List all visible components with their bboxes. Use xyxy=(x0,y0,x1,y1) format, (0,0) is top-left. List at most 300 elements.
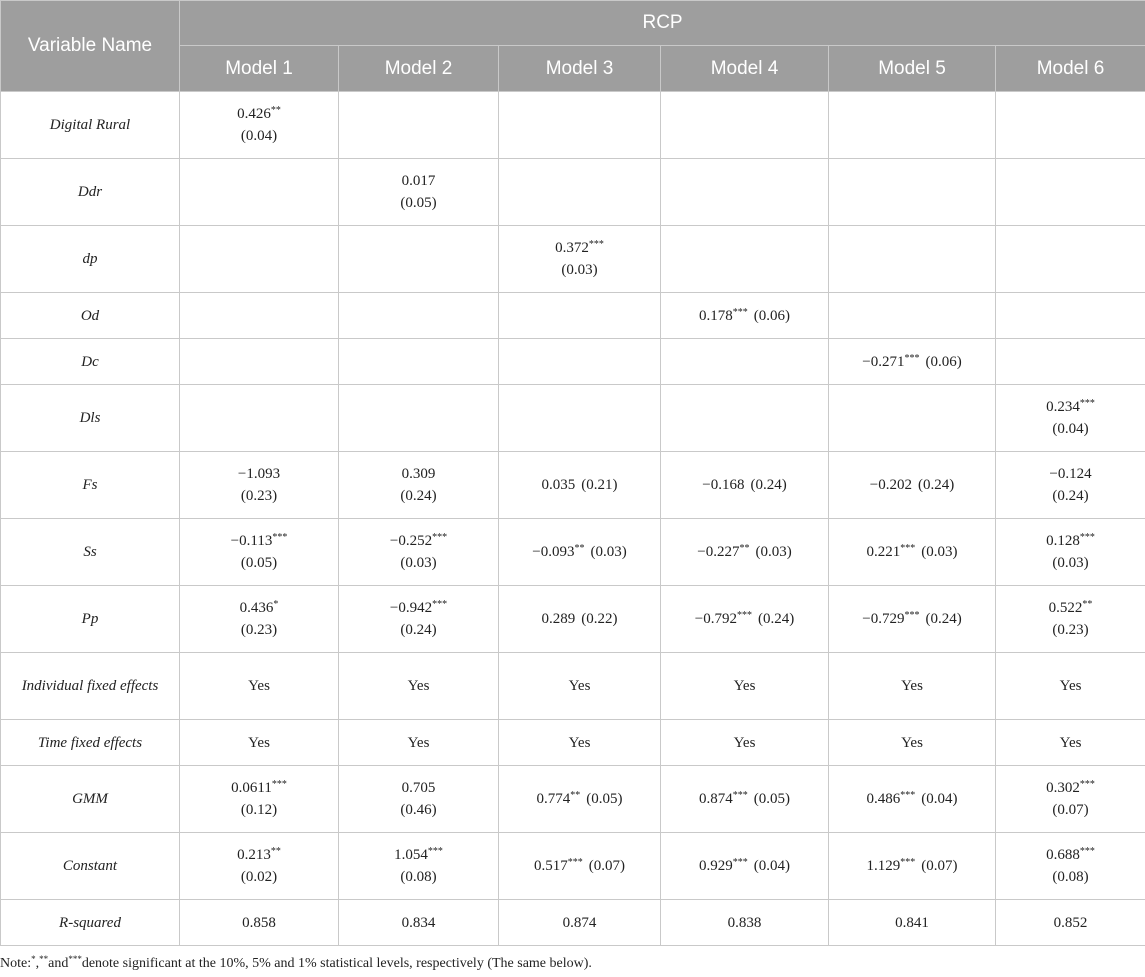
significance-stars: ** xyxy=(270,846,281,857)
standard-error: (0.24) xyxy=(750,477,787,493)
significance-stars: *** xyxy=(427,846,443,857)
table-row xyxy=(1,833,1145,900)
table-cell xyxy=(180,385,339,452)
model-header-4: Model 4 xyxy=(661,46,829,92)
row-label: Individual fixed effects xyxy=(1,653,180,720)
table-cell xyxy=(499,586,661,653)
significance-stars: *** xyxy=(1079,398,1095,409)
coefficient-value xyxy=(343,777,494,799)
standard-error: (0.21) xyxy=(581,477,618,493)
coefficient-number: 0.486 xyxy=(866,791,901,807)
coefficient-number: 0.852 xyxy=(1053,914,1088,931)
standard-error: (0.46) xyxy=(400,802,437,818)
table-row xyxy=(1,226,1145,293)
coefficient-number: 0.838 xyxy=(727,914,762,931)
row-label: Digital Rural xyxy=(1,92,180,159)
table-cell xyxy=(661,586,829,653)
standard-error: (0.12) xyxy=(240,802,278,818)
coefficient-value xyxy=(699,791,748,807)
table-cell xyxy=(339,720,499,766)
model-header-2: Model 2 xyxy=(339,46,499,92)
table-note xyxy=(0,956,592,972)
coefficient-value xyxy=(184,530,334,552)
table-cell xyxy=(180,92,339,159)
significance-stars: *** xyxy=(1079,846,1095,857)
table-cell xyxy=(829,833,996,900)
coefficient-number: Yes xyxy=(733,734,756,751)
table-row xyxy=(1,159,1145,226)
coefficient-value xyxy=(343,530,494,552)
table-cell xyxy=(499,385,661,452)
significance-stars: *** xyxy=(432,599,448,610)
table-cell xyxy=(499,900,661,946)
coefficient-number: Yes xyxy=(733,678,756,694)
standard-error: (0.04) xyxy=(753,858,790,874)
coefficient-value xyxy=(702,477,744,493)
table-cell xyxy=(180,519,339,586)
coefficient-number: Yes xyxy=(248,734,270,751)
coefficient-value xyxy=(895,915,929,931)
table-cell xyxy=(996,226,1145,293)
coefficient-number: 0.426 xyxy=(237,106,271,122)
table-cell xyxy=(499,226,661,293)
standard-error: (0.22) xyxy=(581,611,618,627)
table-cell xyxy=(996,833,1145,900)
significance-stars: *** xyxy=(1079,532,1095,543)
row-label: Dc xyxy=(1,339,180,385)
coefficient-number: Yes xyxy=(901,734,923,751)
coefficient-number: 1.054 xyxy=(394,847,428,863)
significance-stars: *** xyxy=(900,857,916,868)
coefficient-number: 0.289 xyxy=(541,611,576,627)
table-cell xyxy=(180,766,339,833)
coefficient-value xyxy=(1060,735,1082,751)
table-cell xyxy=(499,720,661,766)
note-sep-1: , xyxy=(35,956,40,971)
coefficient-number: −0.168 xyxy=(702,477,745,493)
table-row xyxy=(1,900,1145,946)
coefficient-number: −0.942 xyxy=(389,600,433,616)
table-row xyxy=(1,452,1145,519)
coefficient-value xyxy=(1000,463,1141,485)
table-cell xyxy=(661,339,829,385)
coefficient-number: 0.309 xyxy=(401,466,436,482)
coefficient-number: 0.841 xyxy=(895,914,929,931)
table-cell xyxy=(661,159,829,226)
standard-error: (0.05) xyxy=(240,555,278,571)
standard-error: (0.24) xyxy=(400,488,437,504)
table-cell xyxy=(829,385,996,452)
standard-error: (0.04) xyxy=(1052,421,1089,437)
table-row xyxy=(1,653,1145,720)
row-label: Ddr xyxy=(1,159,180,226)
coefficient-value xyxy=(867,791,916,807)
coefficient-value xyxy=(242,915,276,931)
table-cell xyxy=(829,452,996,519)
standard-error: (0.04) xyxy=(240,128,278,144)
table-cell xyxy=(180,586,339,653)
table-cell xyxy=(180,452,339,519)
table-cell xyxy=(180,339,339,385)
table-cell xyxy=(829,720,996,766)
significance-stars: *** xyxy=(271,779,287,790)
standard-error: (0.24) xyxy=(1052,488,1089,504)
coefficient-value xyxy=(867,544,916,560)
table-cell xyxy=(661,226,829,293)
coefficient-value xyxy=(1000,530,1141,552)
note-prefix: Note: xyxy=(0,956,32,971)
table-cell xyxy=(339,519,499,586)
table-row xyxy=(1,766,1145,833)
coefficient-value xyxy=(503,237,656,259)
row-label: dp xyxy=(1,226,180,293)
standard-error: (0.07) xyxy=(1052,802,1089,818)
coefficient-value xyxy=(862,354,919,370)
coefficient-value xyxy=(542,477,576,493)
table-cell xyxy=(499,653,661,720)
table-cell xyxy=(996,720,1145,766)
table-cell xyxy=(180,720,339,766)
coefficient-number: −0.124 xyxy=(1049,466,1092,482)
significance-stars: *** xyxy=(567,857,583,868)
coefficient-value xyxy=(248,735,270,751)
coefficient-number: Yes xyxy=(568,734,591,751)
coefficient-number: Yes xyxy=(1059,734,1082,751)
coefficient-value xyxy=(699,858,748,874)
table-cell xyxy=(339,385,499,452)
coefficient-number: 0.035 xyxy=(541,477,576,493)
coefficient-number: 0.436 xyxy=(239,600,274,616)
table-cell xyxy=(829,339,996,385)
table-cell xyxy=(339,452,499,519)
coefficient-value xyxy=(248,678,270,694)
significance-stars: *** xyxy=(588,239,604,250)
row-label: Constant xyxy=(1,833,180,900)
coefficient-value xyxy=(695,611,752,627)
table-cell xyxy=(180,293,339,339)
table-cell xyxy=(829,226,996,293)
table-cell xyxy=(180,833,339,900)
significance-stars: *** xyxy=(732,790,748,801)
coefficient-value xyxy=(1000,844,1141,866)
coefficient-value xyxy=(728,915,762,931)
table-cell xyxy=(180,900,339,946)
coefficient-number: −0.792 xyxy=(694,611,737,627)
coefficient-number: 0.517 xyxy=(534,858,568,874)
table-cell xyxy=(996,586,1145,653)
coefficient-number: 0.372 xyxy=(555,240,589,256)
table-cell xyxy=(180,159,339,226)
table-cell xyxy=(499,452,661,519)
coefficient-value xyxy=(569,678,591,694)
row-label: R-squared xyxy=(1,900,180,946)
coefficient-value xyxy=(537,791,581,807)
standard-error: (0.08) xyxy=(400,869,437,885)
significance-stars: * xyxy=(273,599,279,610)
table-cell xyxy=(180,653,339,720)
table-cell xyxy=(499,293,661,339)
significance-stars: *** xyxy=(1079,779,1095,790)
row-label: Dls xyxy=(1,385,180,452)
table-cell xyxy=(499,519,661,586)
variable-name-header: Variable Name xyxy=(1,1,180,92)
note-mark-3: *** xyxy=(68,954,82,964)
table-header xyxy=(1,1,1145,92)
note-sep-2: and xyxy=(48,956,69,971)
group-header-rcp: RCP xyxy=(180,1,1145,46)
coefficient-value xyxy=(699,308,748,324)
coefficient-value xyxy=(184,597,334,619)
coefficient-number: 0.017 xyxy=(401,173,436,189)
coefficient-value xyxy=(1054,915,1088,931)
coefficient-value xyxy=(184,103,334,125)
standard-error: (0.03) xyxy=(590,544,627,560)
row-label: Fs xyxy=(1,452,180,519)
model-header-3: Model 3 xyxy=(499,46,661,92)
model-header-6: Model 6 xyxy=(996,46,1145,92)
significance-stars: *** xyxy=(904,352,920,364)
standard-error: (0.07) xyxy=(588,858,625,874)
coefficient-number: −0.227 xyxy=(697,544,740,560)
table-cell xyxy=(339,766,499,833)
standard-error: (0.05) xyxy=(586,791,623,807)
standard-error: (0.24) xyxy=(917,477,955,493)
table-cell xyxy=(996,653,1145,720)
coefficient-value xyxy=(343,170,494,192)
table-cell xyxy=(996,452,1145,519)
table-cell xyxy=(996,766,1145,833)
coefficient-number: 0.929 xyxy=(699,858,733,874)
standard-error: (0.04) xyxy=(921,791,958,807)
coefficient-value xyxy=(184,844,334,866)
table-cell xyxy=(996,339,1145,385)
coefficient-number: Yes xyxy=(248,678,270,694)
standard-error: (0.03) xyxy=(755,544,792,560)
coefficient-value xyxy=(184,777,334,799)
coefficient-value xyxy=(343,463,494,485)
coefficient-number: 0.234 xyxy=(1046,399,1080,415)
coefficient-value xyxy=(867,858,916,874)
significance-stars: ** xyxy=(570,790,581,801)
table-cell xyxy=(661,385,829,452)
table-cell xyxy=(996,385,1145,452)
model-header-1: Model 1 xyxy=(180,46,339,92)
significance-stars: ** xyxy=(574,543,585,554)
standard-error: (0.05) xyxy=(753,791,790,807)
coefficient-number: −0.729 xyxy=(862,611,905,627)
table-cell xyxy=(829,766,996,833)
coefficient-value xyxy=(408,735,430,751)
table-cell xyxy=(661,452,829,519)
table-row xyxy=(1,339,1145,385)
significance-stars: *** xyxy=(736,610,752,621)
significance-stars: ** xyxy=(1082,599,1093,610)
row-label: Od xyxy=(1,293,180,339)
coefficient-value xyxy=(184,463,334,485)
significance-stars: ** xyxy=(270,105,281,116)
table-cell xyxy=(829,293,996,339)
coefficient-value xyxy=(563,915,597,931)
significance-stars: *** xyxy=(432,532,448,543)
table-cell xyxy=(996,92,1145,159)
coefficient-value xyxy=(542,611,576,627)
coefficient-number: 0.874 xyxy=(562,914,597,931)
table-row xyxy=(1,519,1145,586)
coefficient-value xyxy=(734,735,756,751)
coefficient-value xyxy=(343,597,494,619)
coefficient-number: −0.113 xyxy=(230,533,273,549)
coefficient-value xyxy=(1060,678,1082,694)
significance-stars: ** xyxy=(739,543,750,554)
table-cell xyxy=(661,900,829,946)
coefficient-number: 0.128 xyxy=(1046,533,1080,549)
coefficient-number: 0.213 xyxy=(237,847,271,863)
coefficient-value xyxy=(534,858,583,874)
coefficient-value xyxy=(862,611,919,627)
table-cell xyxy=(661,653,829,720)
table-cell xyxy=(180,226,339,293)
coefficient-value xyxy=(734,678,756,694)
coefficient-number: 0.178 xyxy=(699,307,733,324)
note-mark-2: ** xyxy=(39,954,49,964)
coefficient-number: −0.252 xyxy=(389,533,433,549)
table-cell xyxy=(996,293,1145,339)
table-cell xyxy=(829,653,996,720)
row-label: Ss xyxy=(1,519,180,586)
table-cell xyxy=(339,159,499,226)
coefficient-value xyxy=(1000,396,1141,418)
table-cell xyxy=(661,519,829,586)
significance-stars: *** xyxy=(904,610,920,621)
coefficient-value xyxy=(697,544,749,560)
standard-error: (0.03) xyxy=(400,555,437,571)
table-cell xyxy=(339,586,499,653)
coefficient-number: Yes xyxy=(407,678,430,694)
table-cell xyxy=(339,293,499,339)
coefficient-number: 0.774 xyxy=(536,791,571,807)
significance-stars: *** xyxy=(900,790,916,801)
coefficient-number: −0.093 xyxy=(532,544,575,560)
coefficient-number: 0.221 xyxy=(866,544,901,560)
table-cell xyxy=(996,159,1145,226)
table-cell xyxy=(499,339,661,385)
table-cell xyxy=(661,92,829,159)
coefficient-number: 0.0611 xyxy=(231,780,272,796)
coefficient-value xyxy=(569,735,591,751)
standard-error: (0.23) xyxy=(240,488,278,504)
table-cell xyxy=(829,900,996,946)
table-cell xyxy=(339,226,499,293)
row-label: Time fixed effects xyxy=(1,720,180,766)
standard-error: (0.03) xyxy=(1052,555,1089,571)
standard-error: (0.03) xyxy=(921,544,958,560)
table-body xyxy=(1,92,1145,946)
coefficient-value xyxy=(532,544,584,560)
table-cell xyxy=(829,92,996,159)
table-row xyxy=(1,586,1145,653)
coefficient-value xyxy=(901,678,923,694)
coefficient-number: Yes xyxy=(1059,678,1082,694)
table-row xyxy=(1,293,1145,339)
coefficient-number: 0.522 xyxy=(1048,600,1083,616)
significance-stars: *** xyxy=(732,857,748,868)
significance-stars: *** xyxy=(900,543,916,554)
standard-error: (0.24) xyxy=(925,611,962,627)
standard-error: (0.06) xyxy=(925,353,962,370)
coefficient-value xyxy=(408,678,430,694)
coefficient-number: Yes xyxy=(901,678,923,694)
standard-error: (0.07) xyxy=(921,858,958,874)
coefficient-number: −0.202 xyxy=(869,477,912,493)
coefficient-number: 0.302 xyxy=(1046,780,1080,796)
significance-stars: *** xyxy=(272,532,288,543)
coefficient-value xyxy=(402,915,436,931)
table-cell xyxy=(339,92,499,159)
standard-error: (0.02) xyxy=(240,869,278,885)
coefficient-number: Yes xyxy=(407,734,430,751)
coefficient-value xyxy=(1000,777,1141,799)
coefficient-number: 0.688 xyxy=(1046,847,1080,863)
table-cell xyxy=(829,586,996,653)
table-cell xyxy=(339,833,499,900)
table-cell xyxy=(996,900,1145,946)
coefficient-value xyxy=(870,477,912,493)
table-cell xyxy=(339,339,499,385)
row-label: Pp xyxy=(1,586,180,653)
table-row xyxy=(1,720,1145,766)
standard-error: (0.05) xyxy=(400,195,437,211)
table-row xyxy=(1,385,1145,452)
standard-error: (0.06) xyxy=(753,307,790,324)
standard-error: (0.08) xyxy=(1052,869,1089,885)
table-row xyxy=(1,92,1145,159)
coefficient-number: Yes xyxy=(568,678,591,694)
coefficient-number: −0.271 xyxy=(862,353,905,370)
standard-error: (0.03) xyxy=(561,262,598,278)
table-cell xyxy=(829,519,996,586)
note-mark-1: * xyxy=(31,954,36,964)
coefficient-number: −1.093 xyxy=(237,466,281,482)
row-label: GMM xyxy=(1,766,180,833)
table-cell xyxy=(499,159,661,226)
standard-error: (0.23) xyxy=(240,622,278,638)
standard-error: (0.23) xyxy=(1052,622,1089,638)
standard-error: (0.24) xyxy=(757,611,795,627)
table-cell xyxy=(499,92,661,159)
coefficient-value xyxy=(1000,597,1141,619)
table-cell xyxy=(661,720,829,766)
table-cell xyxy=(996,519,1145,586)
table-cell xyxy=(661,766,829,833)
table-cell xyxy=(339,900,499,946)
table-cell xyxy=(829,159,996,226)
model-header-5: Model 5 xyxy=(829,46,996,92)
table-cell xyxy=(661,833,829,900)
coefficient-number: 1.129 xyxy=(866,858,901,874)
coefficient-number: 0.858 xyxy=(242,914,276,931)
coefficient-value xyxy=(343,844,494,866)
table-cell xyxy=(499,833,661,900)
coefficient-number: 0.874 xyxy=(699,791,733,807)
table-cell xyxy=(339,653,499,720)
table-cell xyxy=(499,766,661,833)
significance-stars: *** xyxy=(732,306,748,318)
table-cell xyxy=(661,293,829,339)
standard-error: (0.24) xyxy=(400,622,437,638)
coefficient-number: 0.705 xyxy=(401,780,436,796)
coefficient-number: 0.834 xyxy=(401,914,436,931)
coefficient-value xyxy=(901,735,923,751)
